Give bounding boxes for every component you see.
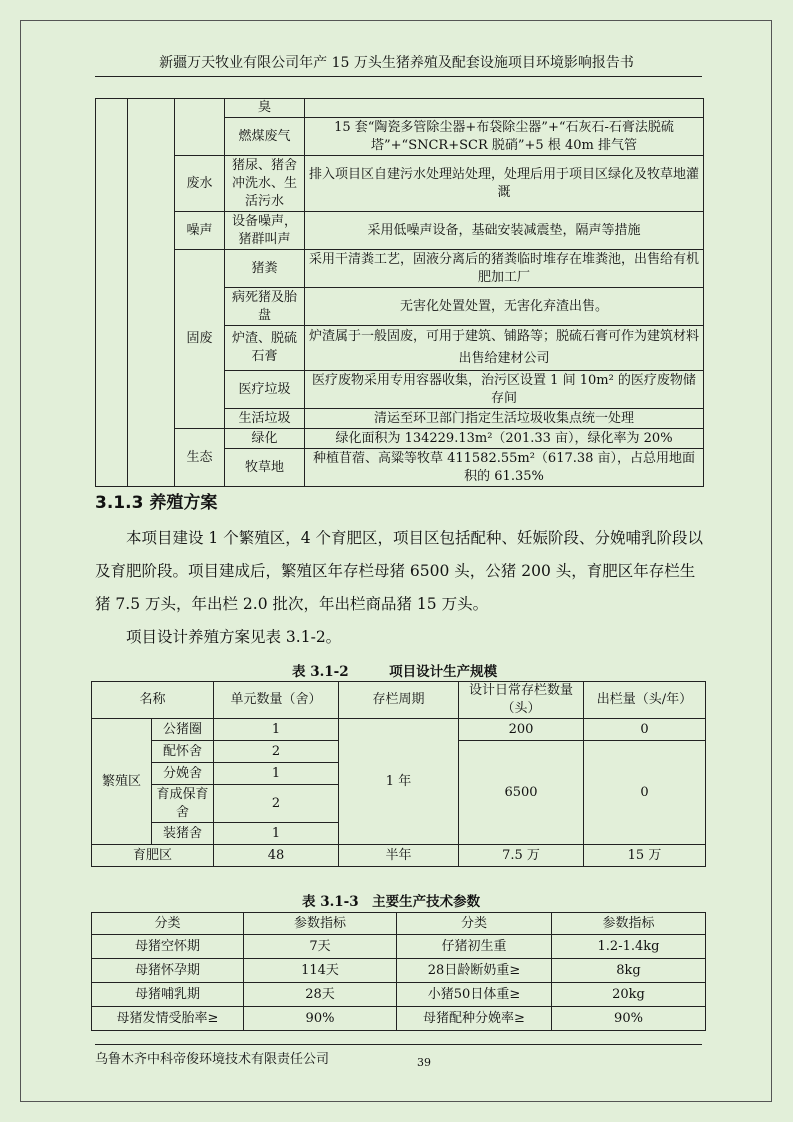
measures-table	[95, 98, 704, 487]
col-a-cell	[96, 99, 128, 487]
category-cell	[175, 99, 225, 156]
table-caption: 表 3.1-2 项目设计生产规模	[292, 664, 498, 680]
header-cell: 分类	[92, 913, 244, 935]
name-cell: 配怀舍	[152, 741, 214, 763]
table-header-row	[92, 682, 706, 719]
measure-cell: 炉渣属于一般固废，可用于建筑、铺路等；脱硫石膏可作为建筑材料出售给建材公司	[305, 326, 704, 371]
name-cell: 公猪圈	[152, 719, 214, 741]
measure-cell	[305, 99, 704, 118]
item-cell: 猪尿、猪舍冲洗水、生活污水	[225, 156, 305, 212]
item-cell: 炉渣、脱硫石膏	[225, 326, 305, 371]
header-cell: 出栏量（头/年）	[584, 682, 706, 719]
out-cell: 0	[584, 741, 706, 845]
table-row	[96, 429, 704, 449]
footer-rule	[95, 1044, 702, 1045]
item-cell: 医疗垃圾	[225, 371, 305, 409]
units-cell: 1	[214, 719, 339, 741]
out-cell: 15 万	[584, 845, 706, 867]
param-value-cell: 7天	[244, 935, 397, 959]
header-cell: 名称	[92, 682, 214, 719]
name-cell: 育成保育舍	[152, 785, 214, 823]
param-value-cell: 28天	[244, 983, 397, 1007]
name-cell: 育肥区	[92, 845, 214, 867]
item-cell: 猪粪	[225, 250, 305, 288]
table-row	[92, 845, 706, 867]
table-row	[92, 935, 706, 959]
param-name-cell: 母猪发情受胎率≥	[92, 1007, 244, 1031]
header-cell: 参数指标	[552, 913, 706, 935]
out-cell: 0	[584, 719, 706, 741]
period-cell: 1 年	[339, 719, 459, 845]
measure-cell: 医疗废物采用专用容器收集，治污区设置 1 间 10m² 的医疗废物储存间	[305, 371, 704, 409]
category-cell: 废水	[175, 156, 225, 212]
item-cell: 病死猪及胎盘	[225, 288, 305, 326]
param-value-cell: 1.2-1.4kg	[552, 935, 706, 959]
footer-company: 乌鲁木齐中科帝俊环境技术有限责任公司	[95, 1052, 330, 1067]
units-cell: 1	[214, 823, 339, 845]
period-cell: 半年	[339, 845, 459, 867]
item-cell: 绿化	[225, 429, 305, 449]
table-row	[96, 99, 704, 118]
category-cell: 噪声	[175, 212, 225, 250]
measure-cell: 清运至环卫部门指定生活垃圾收集点统一处理	[305, 409, 704, 429]
col-b-cell	[128, 99, 175, 487]
table-header-row	[92, 913, 706, 935]
name-cell: 装猪舍	[152, 823, 214, 845]
item-cell: 牧草地	[225, 449, 305, 487]
param-name-cell: 仔猪初生重	[397, 935, 552, 959]
measure-cell: 采用干清粪工艺，固液分离后的猪粪临时堆存在堆粪池，出售给有机肥加工厂	[305, 250, 704, 288]
item-cell: 设备噪声，猪群叫声	[225, 212, 305, 250]
units-cell: 2	[214, 785, 339, 823]
param-name-cell: 母猪怀孕期	[92, 959, 244, 983]
table-row	[92, 959, 706, 983]
param-name-cell: 母猪哺乳期	[92, 983, 244, 1007]
header-cell: 单元数量（舍）	[214, 682, 339, 719]
item-cell: 燃煤废气	[225, 118, 305, 156]
param-value-cell: 90%	[552, 1007, 706, 1031]
running-header: 新疆万天牧业有限公司年产 15 万头生猪养殖及配套设施项目环境影响报告书	[159, 55, 634, 71]
table-row	[96, 250, 704, 288]
table-row	[92, 719, 706, 741]
param-name-cell: 母猪配种分娩率≥	[397, 1007, 552, 1031]
category-cell: 生态	[175, 429, 225, 487]
page-number: 39	[417, 1056, 431, 1069]
item-cell: 生活垃圾	[225, 409, 305, 429]
category-cell: 固废	[175, 250, 225, 429]
stock-cell: 200	[459, 719, 584, 741]
header-cell: 存栏周期	[339, 682, 459, 719]
section-heading: 3.1.3 养殖方案	[95, 493, 218, 513]
units-cell: 48	[214, 845, 339, 867]
table-row	[96, 156, 704, 212]
param-name-cell: 28日龄断奶重≥	[397, 959, 552, 983]
param-name-cell: 小猪50日体重≥	[397, 983, 552, 1007]
param-value-cell: 90%	[244, 1007, 397, 1031]
param-value-cell: 114天	[244, 959, 397, 983]
stock-cell: 6500	[459, 741, 584, 845]
measure-cell: 绿化面积为 134229.13m²（201.33 亩），绿化率为 20%	[305, 429, 704, 449]
measure-cell: 无害化处置处置，无害化弃渣出售。	[305, 288, 704, 326]
measure-cell: 15 套“陶瓷多管除尘器+布袋除尘器”+“石灰石-石膏法脱硫塔”+“SNCR+SCR 脱硝”+5 根 40m 排气管	[305, 118, 704, 156]
param-value-cell: 8kg	[552, 959, 706, 983]
measure-cell: 种植苜蓿、高粱等牧草 411582.55m²（617.38 亩），占总用地面积的 61.35%	[305, 449, 704, 487]
stock-cell: 7.5 万	[459, 845, 584, 867]
header-cell: 设计日常存栏数量（头）	[459, 682, 584, 719]
param-name-cell: 母猪空怀期	[92, 935, 244, 959]
units-cell: 2	[214, 741, 339, 763]
param-value-cell: 20kg	[552, 983, 706, 1007]
table-row	[96, 212, 704, 250]
table-caption: 表 3.1-3 主要生产技术参数	[302, 894, 481, 910]
header-cell: 分类	[397, 913, 552, 935]
item-cell: 臭	[225, 99, 305, 118]
header-cell: 参数指标	[244, 913, 397, 935]
measure-cell: 排入项目区自建污水处理站处理，处理后用于项目区绿化及牧草地灌溉	[305, 156, 704, 212]
measure-cell: 采用低噪声设备，基础安装减震垫，隔声等措施	[305, 212, 704, 250]
group-cell: 繁殖区	[92, 719, 152, 845]
production-scale-table	[91, 681, 706, 867]
table-row	[92, 1007, 706, 1031]
header-rule	[95, 76, 702, 77]
body-paragraph: 项目设计养殖方案见表 3.1-2。	[126, 628, 342, 646]
body-paragraph: 本项目建设 1 个繁殖区，4 个育肥区，项目区包括配种、妊娠阶段、分娩哺乳阶段以及育肥阶段。项目建成后，繁殖区年存栏母猪 6500 头，公猪 200 头，育肥区年存栏生猪 7.5 万头，年出栏 2.0 批次，年出栏商品猪 15 万头。	[95, 529, 704, 613]
technical-params-table	[91, 912, 706, 1031]
table-row	[92, 983, 706, 1007]
name-cell: 分娩舍	[152, 763, 214, 785]
units-cell: 1	[214, 763, 339, 785]
